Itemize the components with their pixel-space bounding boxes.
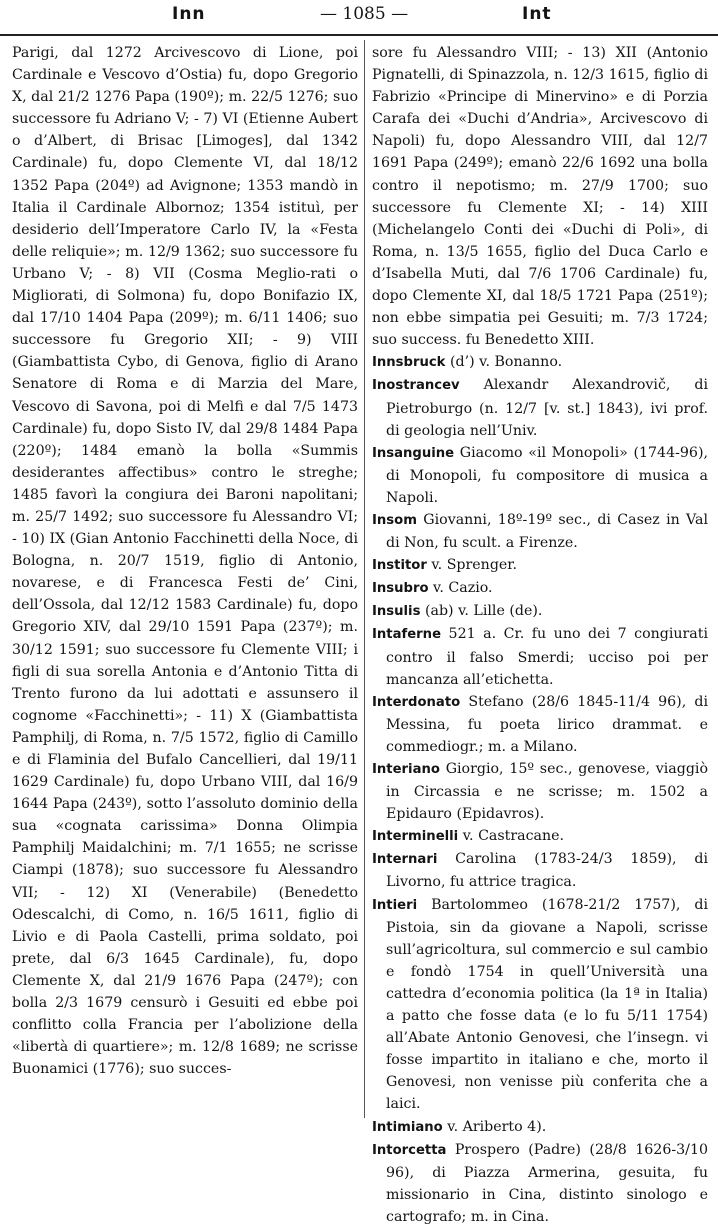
entry-text: (ab) v. Lille (de). bbox=[420, 603, 543, 620]
entry-text: Carolina (1783-24/3 1859), di Livorno, fu attrice tragica. bbox=[386, 851, 708, 891]
entry bbox=[372, 848, 708, 893]
entry-headword: Intaferne bbox=[372, 627, 442, 643]
continued-entry-text-right: sore fu Alessandro VIII; - 13) XII (Antonio Pignatelli, di Spinazzola, n. 12/3 1615, figlio di Fabrizio «Principe di Minervino» e di Porzia Carafa dei «Duchi d’Andria», Arcivescovo di Napoli) fu, dopo Alessandro VIII, dal 12/7 1691 Papa (249º); emanò 22/6 1692 una bolla contro il nepotismo; m. 27/9 1700; suo successore fu Clemente XI; - 14) XIII (Michelangelo Conti dei «Duchi di Poli», di Roma, n. 13/5 1655, figlio del Duca Carlo e d’Isabella Muti, dal 7/6 1706 Cardinale) fu, dopo Clemente XI, dal 18/5 1721 Papa (251º); non ebbe simpatia pei Gesuiti; m. 7/3 1724; suo success. fu Benedetto XIII. bbox=[372, 45, 709, 349]
entry-text: (d’) v. Bonanno. bbox=[445, 354, 563, 371]
entry bbox=[372, 825, 708, 848]
right-column bbox=[372, 42, 708, 1228]
entry-headword: Interdonato bbox=[372, 694, 461, 710]
page-header bbox=[0, 0, 718, 36]
entry bbox=[372, 1116, 708, 1139]
entry-headword: Insom bbox=[372, 512, 417, 528]
entry bbox=[372, 577, 708, 600]
entry bbox=[372, 758, 708, 825]
header-left-guide-word: Inn bbox=[172, 4, 206, 24]
entry-text: v. Sprenger. bbox=[426, 557, 518, 574]
entry-headword: Insanguine bbox=[372, 445, 455, 461]
entry-headword: Innsbruck bbox=[372, 355, 446, 371]
entry-text: Alexandr Alexandrovič, di Pietroburgo (n. 12/7 [v. st.] 1843), ivi prof. di geologia nell’Univ. bbox=[386, 377, 708, 439]
entry-text: Giacomo «il Monopoli» (1744-96), di Monopoli, fu compositore di musica a Napoli. bbox=[386, 444, 708, 506]
entry-text: Giovanni, 18º-19º sec., di Casez in Val di Non, fu scult. a Firenze. bbox=[386, 511, 708, 552]
entry-headword: Interiano bbox=[372, 762, 440, 777]
entry bbox=[372, 623, 708, 690]
entry-text: Bartolommeo (1678-21/2 1757), di Pistoia, sin da giovane a Napoli, scrisse sull’agricoltura, sul commercio e sul cambio e fondò 1754 in quell’Università una cattedra d’economia politica (la 1ª in Italia) a patto che fosse data (e lo fu 5/11 1754) all’Abate Antonio Genovesi, che l’insegn. vi fosse impartito in italiano e che, morto il Genovesi, non venisse più conferita che a laici. bbox=[386, 896, 708, 1113]
entry bbox=[372, 351, 708, 374]
entry-text: Giorgio, 15º sec., genovese, viaggiò in Circassia e ne scrisse; m. 1502 a Epidauro (Epidavros). bbox=[386, 761, 708, 823]
entry-text: v. Ariberto 4). bbox=[442, 1118, 547, 1135]
left-column bbox=[12, 42, 358, 1080]
entry-headword: Inostrancev bbox=[372, 378, 460, 394]
entry-headword: Intorcetta bbox=[372, 1142, 447, 1158]
entry-headword: Interminelli bbox=[372, 829, 459, 845]
continued-entry-text: Parigi, dal 1272 Arcivescovo di Lione, poi Cardinale e Vescovo d’Ostia) fu, dopo Gregorio X, dal 21/2 1276 Papa (190º); m. 22/5 1276; suo successore fu Adriano V; - 7) VI (Etienne Aubert o d’Albert, di Brisac [Limoges], dal 1342 Cardinale) fu, dopo Clemente VI, dal 18/12 1352 Papa (204º) ad Avignone; 1353 mandò in Italia il Cardinale Albornoz; 1354 istituì, per desiderio dell’Imperatore Carlo IV, la «Festa delle reliquie»; m. 12/9 1362; suo successore fu Urbano V; - 8) VII (Cosma Meglio-rati o Migliorati, di Solmona) fu, dopo Bonifazio IX, dal 17/10 1404 Papa (209º); m. 6/11 1406; suo successore fu Gregorio XII; - 9) VIII (Giambattista Cybo, di Genova, figlio di Arano Senatore di Roma e di Marzia del Mare, Vescovo di Savona, poi di Melfi e dal 7/5 1473 Cardinale) fu, dopo Sisto IV, dal 29/8 1484 Papa (220º); 1484 emanò la bolla «Summis desiderantes affectibus» contro le streghe; 1485 favorì la congiura dei Baroni napolitani; m. 25/7 1492; suo successore fu Alessandro VI; - 10) IX (Gian Antonio Facchinetti della Noce, di Bologna, n. 20/7 1519, figlio di Antonio, novarese, e di Francesca Festi de’ Cini, dell’Ossola, dal 12/12 1583 Cardinale) fu, dopo Gregorio XIV, dal 29/10 1591 Papa (237º); m. 30/12 1591; suo successore fu Clemente VIII; i figli di sua sorella Antonia e d’Antonio Titta di Trento furono da lui adottati e assunsero il cognome «Facchinetti»; - 11) X (Giambattista Pamphilj, di Roma, n. 7/5 1572, figlio di Camillo e di Flaminia del Bufalo Cancellieri, dal 19/11 1629 Cardinale) fu, dopo Urbano VIII, dal 16/9 1644 Papa (243º), sotto l’assoluto dominio della sua «cognata carissima» Donna Olimpia Pamphilj Maidalchini; m. 7/1 1655; ne scrisse Ciampi (1878); suo successore fu Alessandro VII; - 12) XI (Venerabile) (Benedetto Odescalchi, di Como, n. 16/5 1611, figlio di Livio e di Paola Castelli, prima soldato, poi prete, dal 6/3 1645 Cardinale), fu, dopo Clemente X, dal 21/9 1676 Papa (247º); con bolla 2/3 1679 censurò i Gesuiti ed ebbe poi conflitto colla Francia per l’abolizione della «libertà di quartiere»; m. 12/8 1689; ne scrisse Buonamici (1776); suo succes- bbox=[12, 45, 358, 1078]
entry-headword: Institor bbox=[372, 558, 427, 574]
entry-headword: Intimiano bbox=[372, 1119, 443, 1135]
entry-headword: Internari bbox=[372, 852, 438, 868]
header-right-guide-word: Int bbox=[522, 4, 552, 24]
entry bbox=[372, 600, 708, 623]
entry-headword: Insulis bbox=[372, 604, 421, 620]
entry-headword: Intieri bbox=[372, 897, 418, 913]
entry-text: v. Castracane. bbox=[458, 828, 565, 845]
entry bbox=[372, 442, 708, 509]
entry-headword: Insubro bbox=[372, 581, 429, 597]
entry bbox=[372, 1139, 708, 1228]
entry-text: 521 a. Cr. fu uno dei 7 congiurati contro il falso Smerdi; ucciso poi per mancanza all’etichetta. bbox=[386, 626, 708, 688]
entry-text: v. Cazio. bbox=[428, 580, 493, 597]
entry-text: Stefano (28/6 1845-11/4 96), di Messina, fu poeta lirico drammat. e commediogr.; m. a Milano. bbox=[386, 693, 708, 755]
entry bbox=[372, 374, 708, 441]
entry bbox=[372, 509, 708, 554]
entry bbox=[372, 691, 708, 758]
entry bbox=[372, 894, 708, 1116]
column-divider bbox=[364, 40, 365, 1118]
page-number: — 1085 — bbox=[320, 4, 409, 24]
entry-text: Prospero (Padre) (28/8 1626-3/10 96), di Piazza Armerina, gesuita, fu missionario in Cina, distinto sinologo e cartografo; m. in Cina. bbox=[386, 1141, 708, 1225]
entry bbox=[372, 554, 708, 577]
